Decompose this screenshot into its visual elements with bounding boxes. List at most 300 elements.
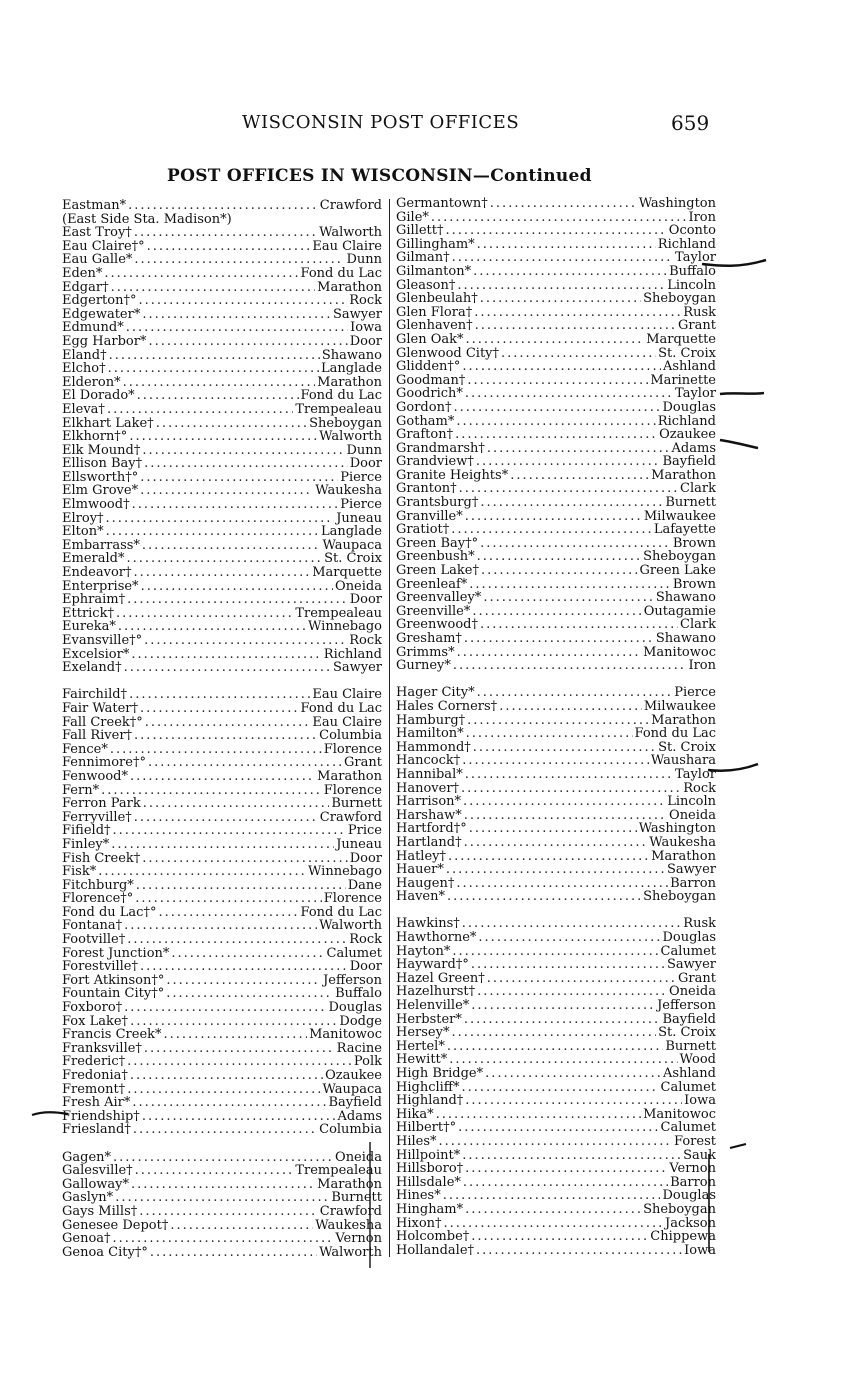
county-name: Richland <box>657 414 716 429</box>
dot-leader <box>459 482 678 496</box>
dot-leader <box>487 972 676 986</box>
county-name: Richland <box>323 647 382 662</box>
dot-leader <box>108 362 319 376</box>
dot-leader <box>475 319 676 333</box>
county-name: Crawford <box>319 199 382 213</box>
dot-leader <box>477 686 673 700</box>
post-office-name: Hilbert†° <box>396 1121 457 1135</box>
dot-leader <box>170 1219 313 1233</box>
post-office-name: Ephraim† <box>62 593 126 607</box>
post-office-name: Hales Corners† <box>396 699 498 714</box>
dot-leader <box>436 1108 641 1122</box>
post-office-name: Fifield† <box>62 824 111 838</box>
list-item <box>396 958 716 972</box>
county-name: Dunn <box>346 253 382 267</box>
pen-mark-icon <box>365 1140 375 1270</box>
list-item <box>396 1176 716 1190</box>
list-item <box>62 1055 382 1069</box>
county-name: Marathon <box>317 375 382 390</box>
county-name: Columbia <box>319 1123 382 1137</box>
dot-leader <box>471 958 665 972</box>
county-name: Buffalo <box>669 264 716 279</box>
county-name: Marathon <box>651 849 716 864</box>
list-item <box>62 743 382 757</box>
post-office-name: Embarrass* <box>62 538 140 553</box>
list-item <box>396 646 716 660</box>
right-column <box>396 197 716 1257</box>
dot-leader <box>142 852 347 866</box>
county-name: Washington <box>638 822 716 836</box>
dot-leader <box>455 428 657 442</box>
post-office-name: Hillsdale* <box>396 1175 461 1190</box>
dot-leader <box>463 1176 668 1190</box>
post-office-name: Highland† <box>396 1094 464 1108</box>
page-number: 659 <box>671 111 710 135</box>
dot-leader <box>137 389 299 403</box>
dot-leader <box>142 1110 336 1124</box>
dot-leader <box>465 510 642 524</box>
dot-leader <box>465 1162 667 1176</box>
dot-leader <box>145 716 311 730</box>
county-name: Rusk <box>683 917 716 932</box>
group-gap <box>62 675 382 689</box>
county-name: Iowa <box>350 321 382 335</box>
post-office-name: Fontana† <box>62 919 123 934</box>
county-name: Grant <box>678 971 716 986</box>
dot-leader <box>144 1042 335 1056</box>
dot-leader <box>124 661 331 675</box>
county-name: Waupaca <box>322 1082 382 1097</box>
list-item <box>62 566 382 580</box>
dot-leader <box>439 1135 673 1149</box>
post-office-name: Hatley† <box>396 849 447 864</box>
list-item <box>396 945 716 959</box>
list-item <box>62 580 382 594</box>
list-item <box>396 279 716 293</box>
pen-mark-icon <box>728 1140 748 1152</box>
list-item <box>396 1040 716 1054</box>
dot-leader <box>477 985 667 999</box>
dot-leader <box>113 1151 333 1165</box>
dot-leader <box>474 306 681 320</box>
dot-leader <box>126 552 322 566</box>
county-name: Columbia <box>319 729 382 743</box>
post-office-name: Florence†° <box>62 892 134 906</box>
post-office-name: Emerald* <box>62 552 125 567</box>
list-item <box>62 1110 382 1124</box>
post-office-name: Greenleaf* <box>396 577 468 592</box>
county-name: Sawyer <box>332 661 382 675</box>
dot-leader <box>143 797 330 811</box>
post-office-name: Fence* <box>62 742 108 757</box>
list-item <box>62 471 382 485</box>
post-office-name: East Troy† <box>62 226 132 240</box>
county-name: Langlade <box>320 362 382 376</box>
list-item <box>396 618 716 632</box>
list-item <box>396 632 716 646</box>
list-item <box>396 442 716 456</box>
list-item <box>62 240 382 254</box>
list-item <box>396 1217 716 1231</box>
dot-leader <box>510 469 649 483</box>
county-name: Price <box>347 824 382 838</box>
dot-leader <box>150 1246 317 1260</box>
county-name: Sheboygan <box>643 550 716 565</box>
list-item <box>62 892 382 906</box>
list-item <box>396 1244 716 1258</box>
dot-leader <box>464 1013 661 1027</box>
post-office-name: Hanover† <box>396 781 460 796</box>
county-name: Sawyer <box>666 958 716 972</box>
county-name: Florence <box>323 742 382 757</box>
county-name: Sheboygan <box>643 890 716 904</box>
dot-leader <box>483 591 654 605</box>
county-name: Waukesha <box>315 484 382 499</box>
post-office-name: Hingham* <box>396 1202 464 1217</box>
county-name: Marinette <box>650 373 716 388</box>
dot-leader <box>126 321 348 335</box>
county-name: Vernon <box>335 1232 382 1246</box>
post-office-name: Gordon† <box>396 400 452 415</box>
post-office-name: Goodrich* <box>396 387 463 401</box>
post-office-name: Hines* <box>396 1189 441 1203</box>
county-name: Oneida <box>335 579 382 594</box>
dot-leader <box>466 333 645 347</box>
list-item <box>62 417 382 431</box>
post-office-name: Hartland† <box>396 835 462 850</box>
dot-leader <box>462 1081 659 1095</box>
dot-leader <box>469 822 637 836</box>
dot-leader <box>142 308 331 322</box>
list-item <box>62 797 382 811</box>
dot-leader <box>447 1040 664 1054</box>
county-name: Douglas <box>328 1001 382 1015</box>
county-name: Florence <box>323 892 382 906</box>
county-name: Jefferson <box>657 999 716 1013</box>
post-office-name: Elcho† <box>62 362 106 376</box>
list-item <box>62 906 382 920</box>
post-office-name: Eau Galle* <box>62 253 133 267</box>
post-office-name: Gays Mills† <box>62 1204 138 1219</box>
dot-leader <box>131 648 321 662</box>
list-item <box>62 702 382 716</box>
list-item <box>396 387 716 401</box>
list-item <box>62 634 382 648</box>
post-office-name: Fall River† <box>62 729 133 743</box>
post-office-name: Granite Heights* <box>396 468 509 483</box>
post-office-name: Evansville†° <box>62 634 143 648</box>
county-name: Pierce <box>674 686 716 700</box>
dot-leader <box>477 550 641 564</box>
county-name: Barron <box>670 876 716 891</box>
dot-leader <box>106 512 335 526</box>
county-name: Forest <box>674 1134 716 1149</box>
list-item <box>62 960 382 974</box>
dot-leader <box>147 240 311 254</box>
post-office-name: Exeland† <box>62 661 122 675</box>
post-office-name: Footville† <box>62 933 126 947</box>
group-gap <box>396 673 716 687</box>
county-name: Ashland <box>662 360 716 374</box>
list-item <box>62 648 382 662</box>
post-office-name: Granton† <box>396 482 457 497</box>
dot-leader <box>148 756 342 770</box>
dot-leader <box>115 1191 329 1205</box>
dot-leader <box>458 1121 658 1135</box>
county-name: Rock <box>683 781 716 796</box>
dot-leader <box>135 1164 294 1178</box>
post-office-name: Haven* <box>396 890 445 904</box>
list-item <box>396 1135 716 1149</box>
list-item <box>62 1015 382 1029</box>
county-name: Washington <box>638 197 716 211</box>
dot-leader <box>134 811 318 825</box>
dot-leader <box>476 455 661 469</box>
dot-leader <box>129 688 310 702</box>
dot-leader <box>462 754 649 768</box>
post-office-name: Eleva† <box>62 402 105 417</box>
dot-leader <box>138 294 347 308</box>
post-office-name: Gilman† <box>396 251 450 265</box>
post-office-name: Hersey* <box>396 1026 450 1040</box>
post-office-name: Hamilton* <box>396 727 464 741</box>
post-office-name: Hager City* <box>396 686 475 700</box>
list-item <box>62 879 382 893</box>
post-office-name: Hamburg† <box>396 713 466 728</box>
post-office-name: Genoa† <box>62 1232 111 1246</box>
post-office-name: Hillsboro† <box>396 1162 464 1176</box>
dot-leader <box>132 1096 326 1110</box>
dot-leader <box>476 1244 682 1258</box>
county-name: Pierce <box>340 470 382 485</box>
list-item <box>396 428 716 442</box>
county-name: Brown <box>672 577 716 592</box>
dot-leader <box>144 457 348 471</box>
dot-leader <box>501 347 656 361</box>
county-name: Richland <box>657 237 716 252</box>
list-item <box>396 741 716 755</box>
list-item <box>396 917 716 931</box>
county-name: Rock <box>349 634 382 648</box>
dot-leader <box>134 729 317 743</box>
dot-leader <box>156 417 307 431</box>
county-name: Jefferson <box>323 973 382 988</box>
list-item <box>62 1042 382 1056</box>
county-name: Lincoln <box>667 278 716 293</box>
county-name: Adams <box>337 1109 382 1124</box>
dot-leader <box>462 917 681 931</box>
list-item <box>62 267 382 281</box>
county-name: Trempealeau <box>295 606 382 621</box>
post-office-name: Fish Creek† <box>62 851 141 866</box>
list-item <box>396 224 716 238</box>
post-office-name: Haugen† <box>396 876 455 891</box>
list-item <box>396 836 716 850</box>
post-office-name: Germantown† <box>396 197 488 211</box>
county-name: Rusk <box>683 305 716 320</box>
list-item <box>396 727 716 741</box>
list-item <box>62 1001 382 1015</box>
list-item <box>396 1013 716 1027</box>
post-office-name: Grandmarsh† <box>396 441 485 456</box>
county-name: Marquette <box>312 566 382 580</box>
county-name: Clark <box>680 482 716 497</box>
post-office-name: Endeavor† <box>62 566 132 580</box>
post-office-name: Edgar† <box>62 280 109 295</box>
list-item <box>396 1203 716 1217</box>
list-item <box>62 525 382 539</box>
county-name: Dunn <box>346 443 382 458</box>
list-item <box>62 430 382 444</box>
dot-leader <box>111 281 316 295</box>
county-name: Barron <box>670 1175 716 1190</box>
dot-leader <box>465 768 673 782</box>
list-item <box>62 661 382 675</box>
pen-mark-icon <box>700 254 770 272</box>
county-name: Calumet <box>660 944 716 959</box>
dot-leader <box>164 1028 308 1042</box>
post-office-name: Gilmanton* <box>396 264 472 279</box>
county-name: Eau Claire <box>312 239 382 254</box>
post-office-name: Green Bay†° <box>396 536 479 551</box>
dot-leader <box>136 879 346 893</box>
county-name: Calumet <box>326 946 382 961</box>
dot-leader <box>118 620 306 634</box>
post-office-name: Finley* <box>62 837 110 852</box>
post-office-name: Forestville† <box>62 960 138 974</box>
county-name: St. Croix <box>324 552 382 567</box>
post-office-name: Elk Mound† <box>62 443 141 458</box>
county-name: Grant <box>678 319 716 333</box>
county-name: Wood <box>679 1053 716 1067</box>
county-name: Walworth <box>319 1245 382 1260</box>
dot-leader <box>487 442 670 456</box>
county-name: Chippewa <box>650 1230 716 1244</box>
post-office-name: Green Lake† <box>396 564 479 578</box>
group-gap <box>396 904 716 918</box>
county-name: Door <box>349 334 382 349</box>
county-name: Burnett <box>331 797 382 811</box>
dot-leader <box>124 1001 326 1015</box>
dot-leader <box>452 251 673 265</box>
list-item <box>396 1081 716 1095</box>
county-name: Rock <box>349 294 382 308</box>
post-office-name: Glidden†° <box>396 360 461 374</box>
post-office-name: Forest Junction* <box>62 946 170 961</box>
list-item <box>396 401 716 415</box>
county-name: Ozaukee <box>325 1069 382 1083</box>
list-item <box>396 578 716 592</box>
list-item <box>62 1151 382 1165</box>
county-name: Waupaca <box>322 538 382 553</box>
list-item <box>396 537 716 551</box>
post-office-name: Eau Claire†° <box>62 239 145 254</box>
county-name: Taylor <box>675 387 716 401</box>
dot-leader <box>456 415 655 429</box>
county-name: Waushara <box>650 754 716 768</box>
dot-leader <box>481 564 638 578</box>
post-office-name: Fairchild† <box>62 688 128 702</box>
county-name: Dane <box>347 878 382 893</box>
list-item <box>396 319 716 333</box>
post-office-name: Fenwood* <box>62 769 128 784</box>
dot-leader <box>477 238 656 252</box>
dot-leader <box>129 430 317 444</box>
post-office-name: Fitchburg* <box>62 878 134 893</box>
dot-leader <box>141 580 333 594</box>
list-item <box>396 469 716 483</box>
post-office-name: Fountain City†° <box>62 987 165 1002</box>
county-name: Oneida <box>669 985 716 1000</box>
list-item <box>396 496 716 510</box>
county-name: Door <box>349 960 382 974</box>
dot-leader <box>447 890 641 904</box>
county-name: Trempealeau <box>295 1164 382 1178</box>
county-name: Rock <box>349 933 382 947</box>
list-item <box>62 716 382 730</box>
list-item <box>62 484 382 498</box>
post-office-name: Ellison Bay† <box>62 457 143 471</box>
list-item <box>62 620 382 634</box>
post-office-name: Ellsworth†° <box>62 470 139 485</box>
list-item <box>396 1094 716 1108</box>
list-item <box>62 1096 382 1110</box>
post-office-name: Hixon† <box>396 1216 442 1231</box>
list-item <box>396 782 716 796</box>
post-office-name: Greenbush* <box>396 550 475 565</box>
post-office-name: Eden* <box>62 266 103 281</box>
list-item <box>62 552 382 566</box>
dot-leader <box>453 659 687 673</box>
list-item <box>396 360 716 374</box>
county-name: Pierce <box>340 498 382 512</box>
post-office-name: Galloway* <box>62 1177 129 1192</box>
dot-leader <box>457 646 642 660</box>
dot-leader <box>130 1015 337 1029</box>
dot-leader <box>142 444 344 458</box>
county-name: Langlade <box>320 525 382 539</box>
list-item <box>396 564 716 578</box>
county-name: Sheboygan <box>643 1202 716 1217</box>
post-office-name: Fennimore†° <box>62 756 146 770</box>
dot-leader <box>480 496 663 510</box>
dot-leader <box>451 523 652 537</box>
county-name: Burnett <box>665 1039 716 1054</box>
dot-leader <box>140 960 348 974</box>
post-office-name: Gotham* <box>396 414 455 429</box>
county-name: Bayfield <box>328 1096 382 1110</box>
list-item <box>62 770 382 784</box>
county-name: Shawano <box>655 591 716 605</box>
list-item <box>396 374 716 388</box>
county-name: Douglas <box>662 931 716 945</box>
pen-mark-icon <box>706 760 762 776</box>
pen-mark-icon <box>703 1152 715 1254</box>
county-name: Jackson <box>665 1216 716 1231</box>
list-item <box>62 281 382 295</box>
list-item <box>396 591 716 605</box>
dot-leader <box>130 770 315 784</box>
post-office-name: Helenville* <box>396 999 470 1013</box>
county-name: St. Croix <box>658 346 716 361</box>
list-item <box>62 593 382 607</box>
county-name: Shawano <box>655 632 716 646</box>
county-name: Waukesha <box>315 1218 382 1233</box>
list-item <box>396 550 716 564</box>
dot-leader <box>462 1149 681 1163</box>
dot-leader <box>471 1230 648 1244</box>
left-column <box>62 199 382 1259</box>
